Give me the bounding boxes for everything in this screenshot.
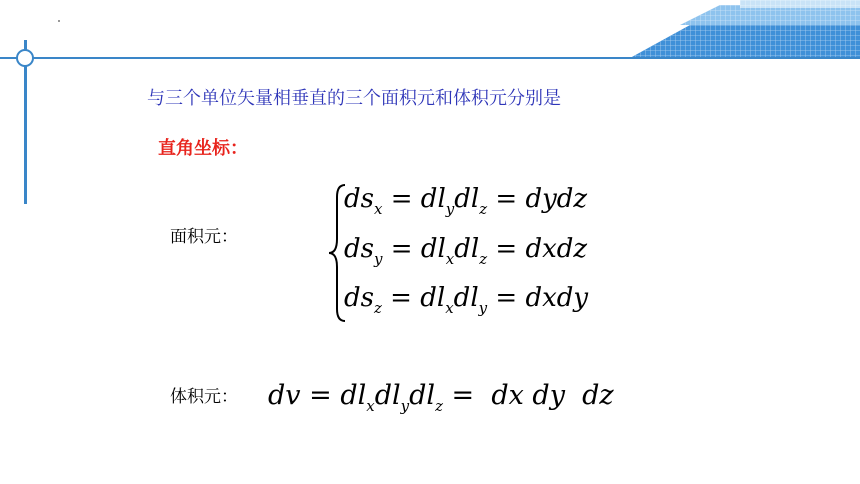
volume-element-label: 体积元： — [170, 387, 238, 407]
area-equation-y: $ds_y = dl_xdl_z$ = dxdz — [344, 234, 588, 268]
coordinate-system-title: 直角坐标： — [158, 138, 248, 159]
area-element-label: 面积元： — [170, 227, 238, 247]
corner-decoration — [630, 0, 860, 60]
volume-equation: dv = $dl_xdl_ydl_z$ = dx dy dz — [268, 380, 614, 415]
area-equation-z: $ds_z = dl_xdl_y$ = dxdy — [344, 283, 589, 317]
heading: 与三个单位矢量相垂直的三个面积元和体积元分别是 — [147, 88, 561, 109]
area-equation-x: $ds_x = dl_ydl_z$ = dydz — [344, 184, 588, 218]
ring-ornament — [16, 49, 34, 67]
dot-mark — [58, 20, 60, 22]
